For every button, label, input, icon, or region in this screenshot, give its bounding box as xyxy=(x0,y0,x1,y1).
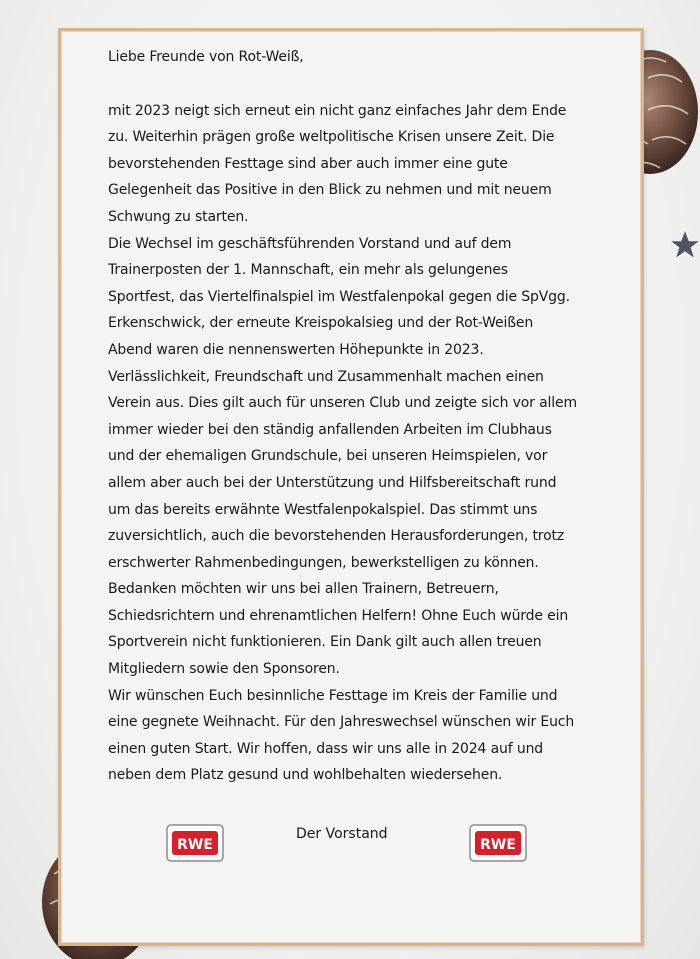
letter-body xyxy=(108,44,578,789)
svg-text:RWE: RWE xyxy=(177,837,213,853)
letter-paragraph-3: Bedanken möchten wir uns bei allen Trainern, Betreuern, Schiedsrichtern und ehrenamtlichen Helfern! Ohne Euch würde ein Sportverein nicht funktionieren. Ein Dank gilt auch allen treuen Mitgliedern sowie den Sponsoren. xyxy=(108,581,569,678)
letter-paragraph-2: Die Wechsel im geschäftsführenden Vorstand und auf dem Trainerposten der 1. Mannschaft, ein mehr als gelungenes Sportfest, das Viertelfinalspiel im Westfalenpokal gegen die SpVgg. Erkenschwick, der erneute Kreispokalsieg und der Rot-Weißen Abend waren die nennenswerten Höhepunkte in 2023. Verlässlichkeit, Freundschaft und Zusammenhalt machen einen Verein aus. Dies gilt auch für unseren Club und zeigte sich vor allem immer wieder bei den ständig anfallenden Arbeiten im Clubhaus und der ehemaligen Grundschule, bei unseren Heimspielen, vor allem aber auch bei der Unterstützung und Hilfsbereitschaft rund um das bereits erwähnte Westfalenpokalspiel. Das stimmt uns zuversichtlich, auch die bevorstehenden Herausforderungen, trotz erschwerter Rahmenbedingungen, bewerkstelligen zu können. xyxy=(108,235,577,571)
letter-paragraph-4: Wir wünschen Euch besinnliche Festtage im Kreis der Familie und eine gegnete Weihnacht. Für den Jahreswechsel wünschen wir Euch einen guten Start. Wir hoffen, dass wir uns alle in 2024 auf und neben dem Platz gesund und wohlbehalten wiedersehen. xyxy=(108,687,575,784)
letter-greeting: Liebe Freunde von Rot-Weiß, xyxy=(108,49,304,65)
letter-paragraph-1: mit 2023 neigt sich erneut ein nicht ganz einfaches Jahr dem Ende zu. Weiterhin prägen große weltpolitische Krisen unsere Zeit. Die bevorstehenden Festtage sind aber auch immer eine gute Gelegenheit das Positive in den Blick zu nehmen und mit neuem Schwung zu starten. xyxy=(108,102,567,225)
svg-text:RWE: RWE xyxy=(480,837,516,853)
club-logo xyxy=(469,824,527,862)
star-icon xyxy=(670,230,700,260)
club-logo xyxy=(166,824,224,862)
letter-signature: Der Vorstand xyxy=(296,826,388,842)
